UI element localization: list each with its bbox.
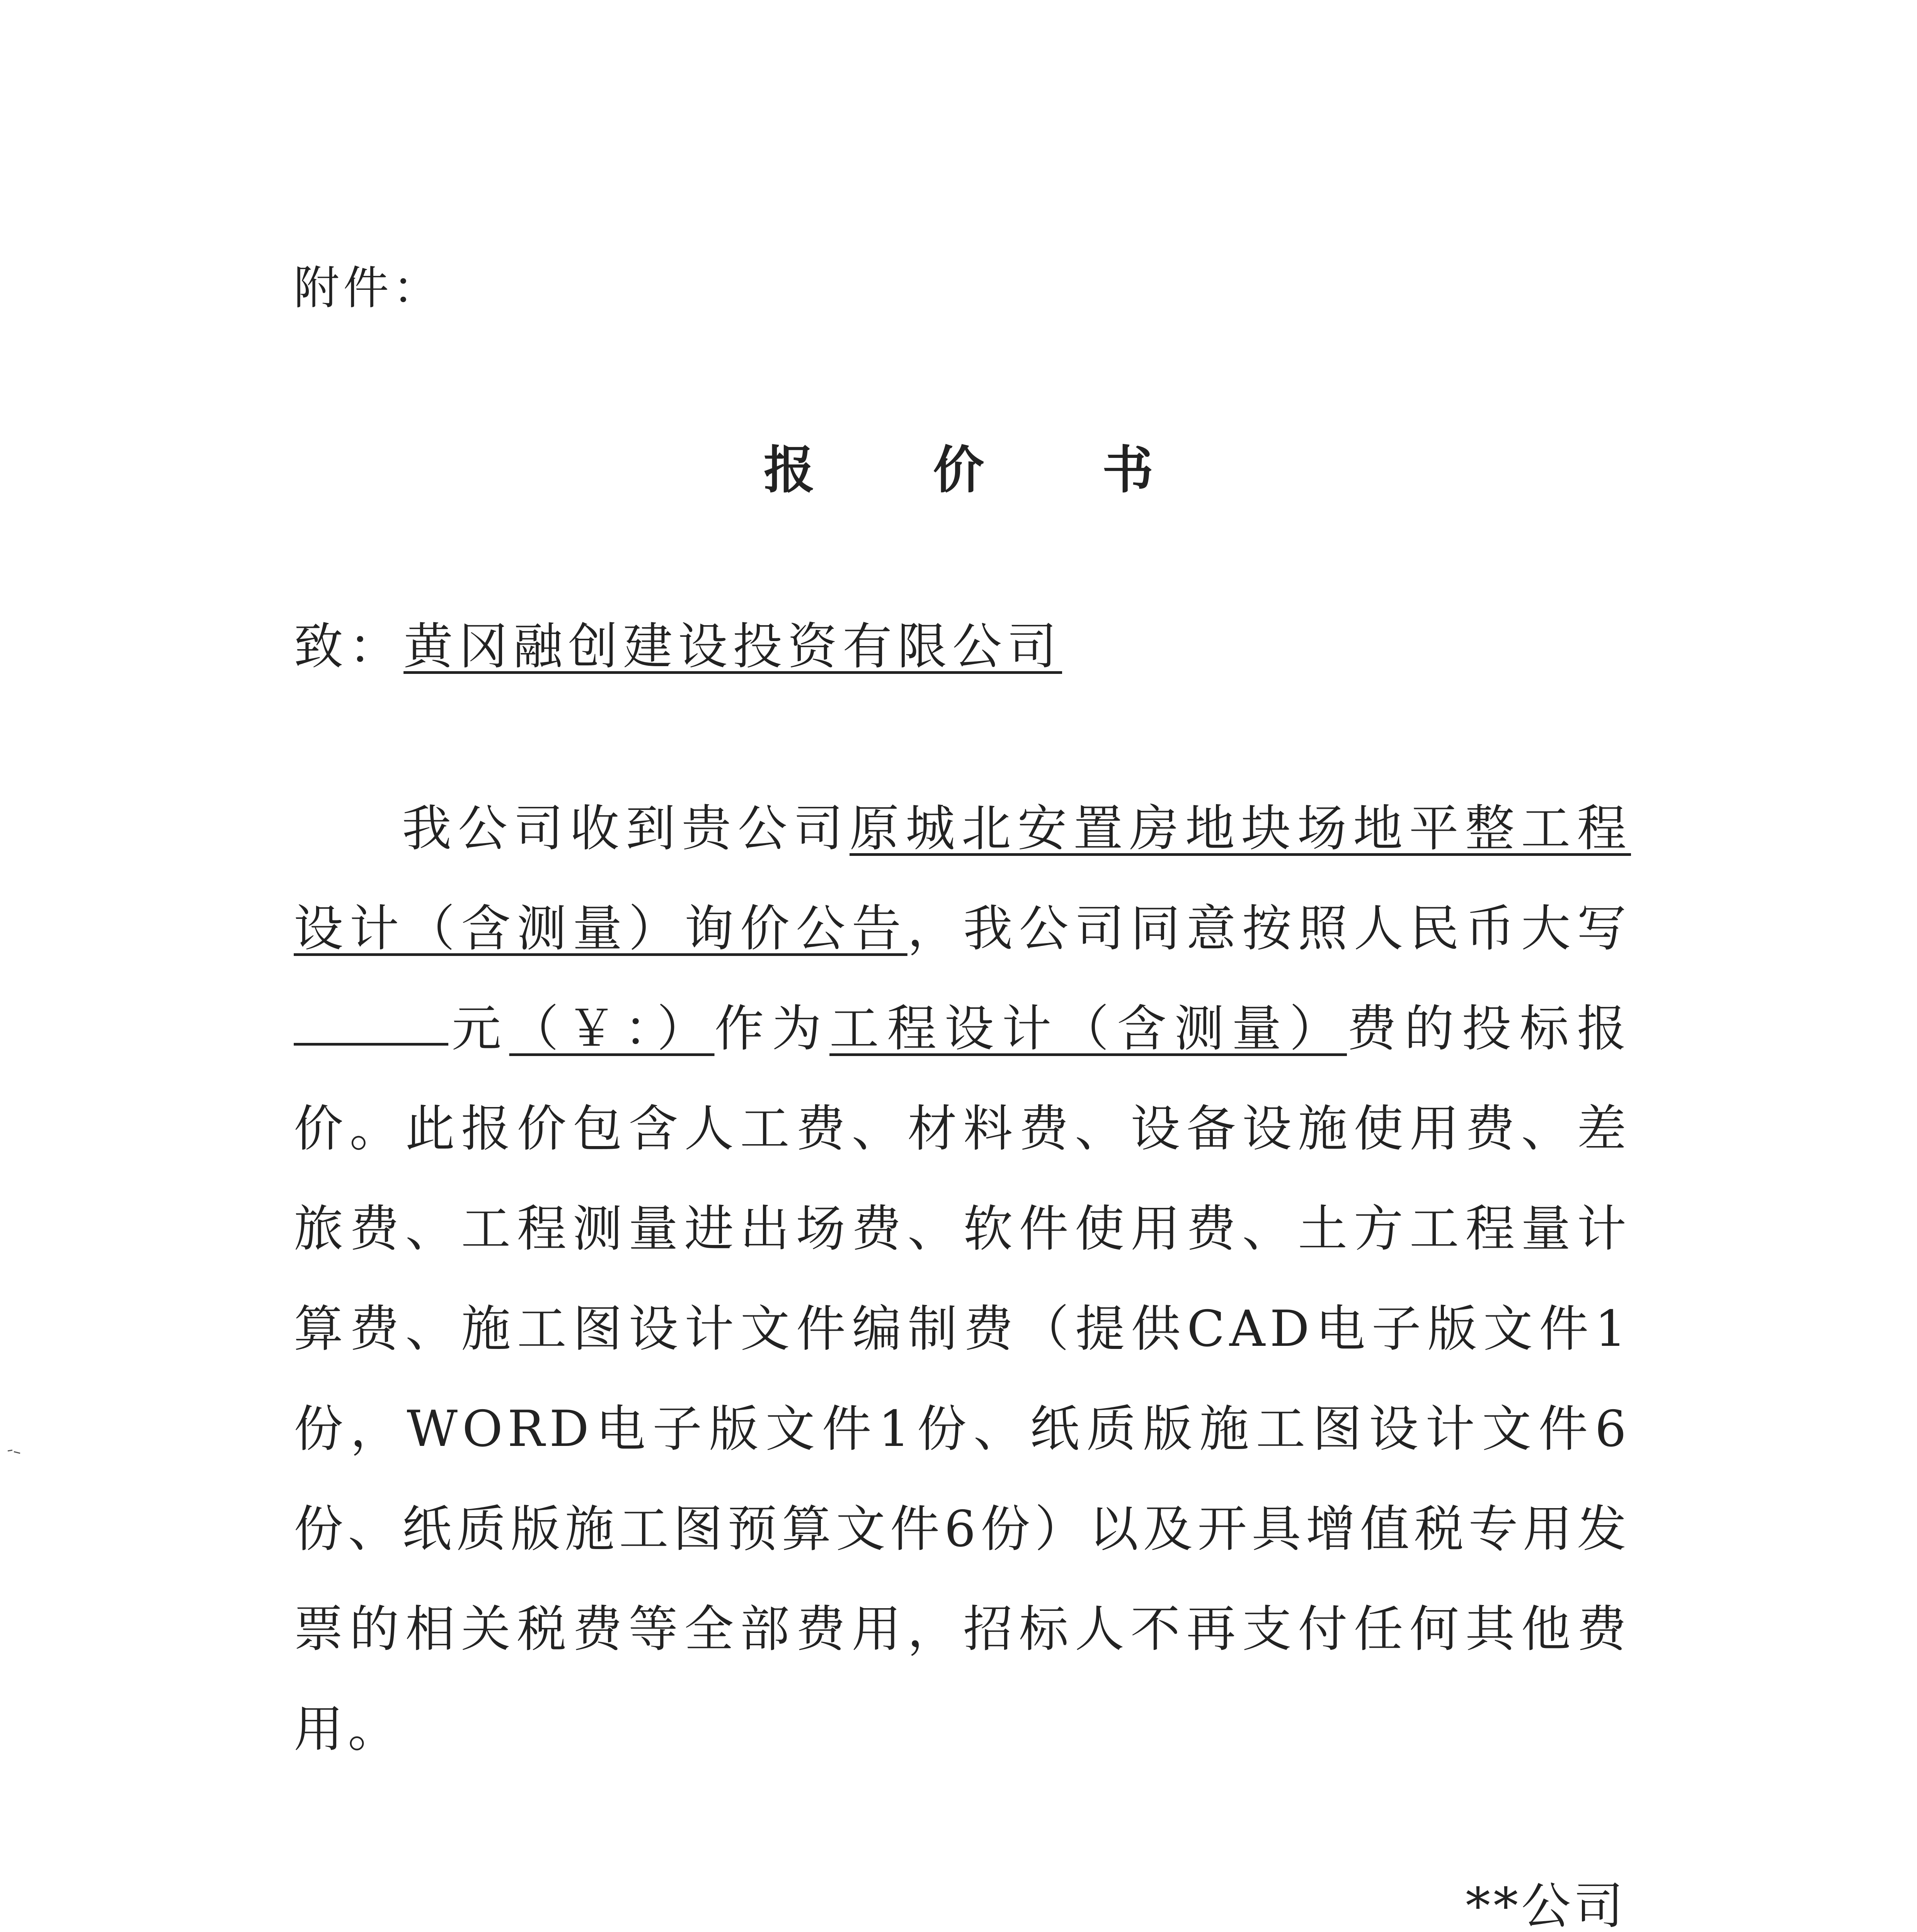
- recipient-name: 黄冈融创建设投资有限公司: [403, 618, 1062, 675]
- fee-name: 工程设计（含测量）: [829, 1000, 1347, 1058]
- recipient-line: [294, 607, 1062, 678]
- body-paragraph: [294, 779, 1631, 1779]
- document-title: 报 价 书: [764, 440, 1204, 500]
- project-name: 原城北安置房地块场地平整工程设计（含测量）询价公告: [294, 800, 1631, 957]
- attachment-label: 附件：: [294, 261, 443, 315]
- body-text-2: ，我公司同意按照人民币大写: [907, 900, 1631, 957]
- amount-words-blank: [294, 1031, 448, 1046]
- amount-figure: （￥：）: [509, 1000, 715, 1058]
- scan-speck: [7, 1447, 22, 1455]
- recipient-prefix: 致：: [294, 618, 404, 675]
- body-text-1: 我公司收到贵公司: [402, 800, 850, 857]
- signature-company: **公司: [1465, 1878, 1626, 1932]
- body-text-3: 作为: [714, 1000, 830, 1058]
- body-text-4: 费的投标报价。此报价包含人工费、材料费、设备设施使用费、差旅费、工程测量进出场费、软件使用费、土方工程量计算费、施工图设计文件编制费（提供CAD电子版文件1份，WORD电子版文件1份、纸质版施工图设计文件6份、纸质版施工图预算文件6份）以及开具增值税专用发票的相关税费等全部费用，招标人不再支付任何其他费用。: [294, 1000, 1631, 1758]
- currency-unit: 元: [448, 1000, 509, 1058]
